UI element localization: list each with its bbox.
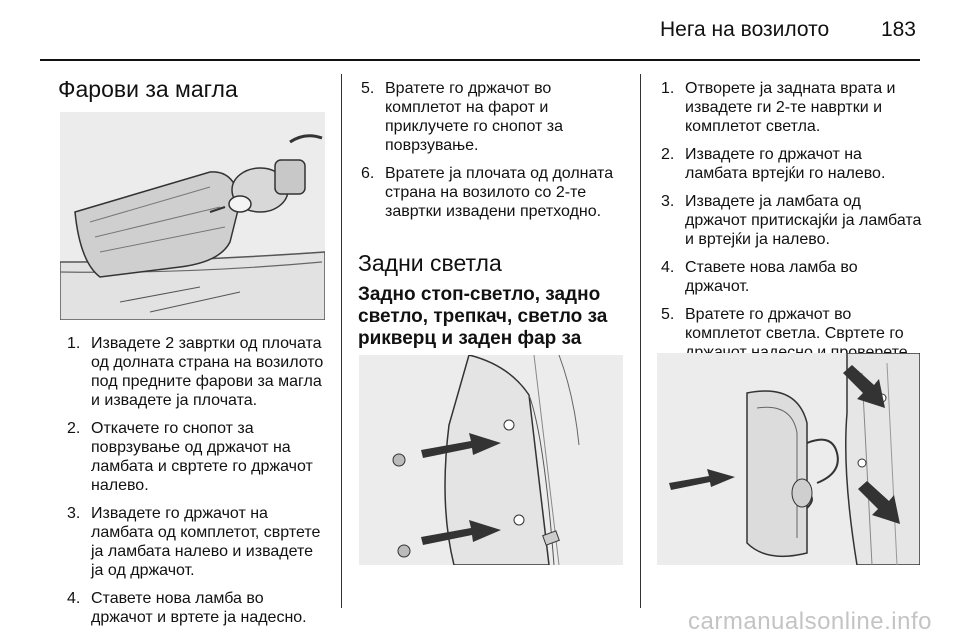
tail-light-steps (661, 79, 923, 390)
fog-light-steps-continued (361, 79, 625, 230)
list-item: 4. Ставете нова ламба во држачот. (661, 259, 858, 295)
column-divider-right (640, 74, 641, 608)
fog-lights-section-title: Фарови за магла (58, 76, 238, 102)
tail-lights-sub-title: Задно стоп-светло, задно светло, трепкач, светло за рикверц и заден фар за (358, 284, 608, 349)
list-item: 3. Извадете го држачот на ламбата од комплетот, свртете ја ламбата налево и извадете ја од држачот. (67, 505, 321, 579)
fog-light-steps (67, 334, 327, 636)
header-rule (40, 59, 920, 61)
list-item: 2. Откачете го снопот за поврзување од држачот на ламбата и свртете го држачот налево. (67, 420, 313, 494)
list-item: 2. Извадете го држачот на ламбата вртејќи го налево. (661, 146, 886, 182)
watermark: carmanualsonline.info (688, 608, 932, 635)
tail-light-holder-figure (657, 353, 920, 565)
page-number: 183 (880, 18, 916, 41)
list-item: 1. Извадете 2 завртки од плочата од долната страна на возилото под предните фарови за магла и извадете ја плочата. (67, 335, 324, 409)
list-item: 5. Вратете го држачот во комплетот светла. Свртете го (661, 306, 904, 342)
column-divider-left (341, 74, 342, 608)
list-item: 1. Отворете ја задната врата и извадете ги 2-те навртки и комплетот светла. (661, 80, 896, 135)
list-item: 6. Вратете ја плочата од долната страна на возилото со 2-те завртки извадени претходно. (361, 165, 614, 220)
fog-light-bulb-figure (60, 112, 325, 320)
list-item: 4. Ставете нова ламба во држачот и вртете ја надесно. (67, 590, 307, 626)
tail-lights-section-title: Задни светла (358, 250, 502, 276)
list-item: 5. Вратете го држачот во комплетот на фарот и приклучете го снопот за поврзување. (361, 80, 563, 154)
header-title: Нега на возилото (660, 18, 830, 41)
list-item: 3. Извадете ја ламбата од држачот притискајќи ја ламбата и вртејќи ја налево. (661, 193, 922, 248)
tail-light-nuts-figure (359, 355, 623, 565)
